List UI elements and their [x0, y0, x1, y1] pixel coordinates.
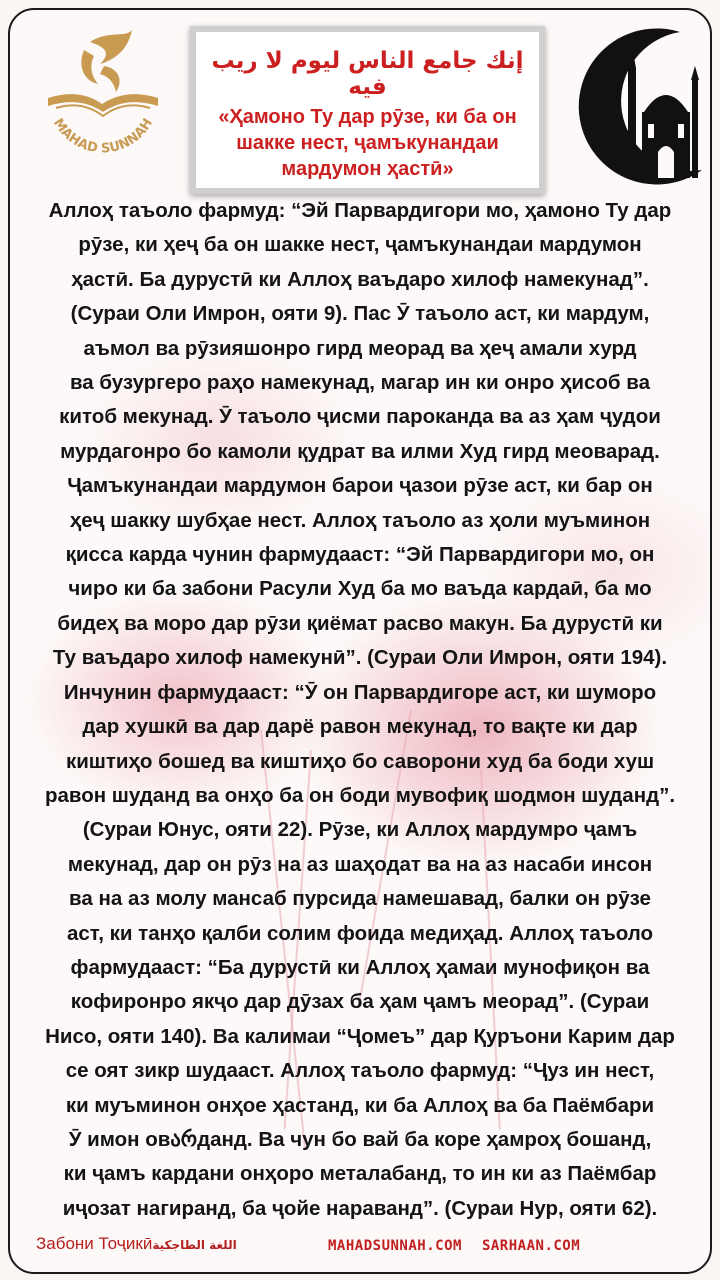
title-card — [190, 26, 545, 194]
site-link-mahadsunnah[interactable]: MAHADSUNNAH.COM — [328, 1238, 462, 1254]
text-line: чиро ки ба забони Расули Худ ба мо ваъда кардаӣ, ба мо — [68, 577, 652, 601]
site-link-sarhaan[interactable]: SARHAAN.COM — [481, 1238, 581, 1254]
book-quill-icon — [28, 20, 178, 170]
text-line: ва бузургеро раҳо намекунад, магар ин ки онро ҳисоб ва — [69, 371, 651, 395]
text-line: мурдагонро бо камоли қудрат ва илми Худ гирд меоварад. — [60, 439, 660, 463]
text-line: Нисо, ояти 140). Ва калимаи “Ҷомеъ” дар Қуръони Карим дар — [45, 1024, 675, 1048]
mosque-crescent-icon — [562, 20, 712, 190]
text-line: Ту ваъдаро хилоф намекунӣ”. (Сураи Оли Имрон, ояти 194). — [52, 646, 668, 670]
article-body — [22, 194, 698, 1226]
language-label — [36, 1234, 237, 1254]
text-line: аъмол ва рӯзияшонро гирд меорад ва ҳеҷ амали хурд — [83, 336, 637, 360]
text-line: равон шуданд ва онҳо ба он боди мувофиқ шодмон шуданд”. — [44, 783, 676, 807]
text-line: ки муъминон онҳое ҳастанд, ки ба Аллоҳ ва ба Паёмбари — [65, 1093, 655, 1117]
text-line: се оят зикр шудааст. Аллоҳ таъоло фармуд: “Ҷуз ин нест, — [65, 1059, 655, 1083]
mahad-sunnah-logo — [28, 20, 178, 170]
text-line: ҳеҷ шакку шубҳае нест. Аллоҳ таъоло аз ҳоли муъминон — [69, 508, 651, 532]
title-tajik: «Ҳамоно Ту дар рӯзе, ки ба он шакке нест, ҷамъкунандаи мардумон ҳастӣ» — [218, 106, 517, 180]
text-line: китоб мекунад. Ӯ таъоло ҷисми пароканда ва аз ҳам ҷудои — [59, 405, 661, 429]
text-line: дар хушкӣ ва дар дарё равон мекунад, то вақте ки дар — [82, 715, 638, 739]
text-line: мекунад, дар он рӯз на аз шаҳодат ва на аз насаби инсон — [67, 852, 653, 876]
text-line: ва на аз молу мансаб пурсида намешавад, балки он рӯзе — [69, 887, 651, 911]
footer-sites — [328, 1238, 600, 1254]
text-line: кофиронро якҷо дар дӯзах ба ҳам ҷамъ меорад”. (Сураи — [70, 990, 650, 1014]
text-line: Аллоҳ таъоло фармуд: “Эй Парвардигори мо, ҳамоно Ту дар — [48, 199, 672, 222]
text-line: бидеҳ ва моро дар рӯзи қиёмат расво макун. Ба дурустӣ ки — [57, 611, 663, 635]
text-line: ҳастӣ. Ба дурустӣ ки Аллоҳ ваъдаро хилоф намекунад”. — [71, 267, 649, 291]
text-line: қисса карда чунин фармудааст: “Эй Парвардигори мо, он — [65, 543, 655, 567]
text-line: Инчунин фармудааст: “Ӯ он Парвардигоре аст, ки шуморо — [63, 680, 657, 704]
text-line: (Сураи Юнус, ояти 22). Рӯзе, ки Аллоҳ мардумро ҷамъ — [82, 818, 638, 842]
text-line: фармудааст: “Ба дурустӣ ки Аллоҳ ҳамаи мунофиқон ва — [70, 955, 650, 979]
text-line: Ҷамъкунандаи мардумон барои ҷазои рӯзе аст, ки бар он — [67, 474, 653, 498]
title-arabic: إنك جامع الناس ليوم لا ريب فيه — [211, 48, 524, 100]
language-label-arabic: اللغة الطاجكية — [152, 1238, 237, 1252]
text-line: аст, ки танҳо қалби солим фоида медиҳад. Аллоҳ таъоло — [66, 921, 654, 945]
text-line: рӯзе, ки ҳеҷ ба он шакке нест, ҷамъкунандаи мардумон — [78, 233, 642, 257]
svg-text:MAHAD SUNNAH — [50, 116, 156, 157]
logo-text: MAHAD SUNNAH — [50, 115, 156, 157]
text-line: иҷозат нагиранд, ба ҷойе нараванд”. (Сураи Нур, ояти 62). — [62, 1196, 658, 1220]
text-line: ки ҷамъ кардани онҳоро металабанд, то ин ки аз Паёмбар — [63, 1162, 657, 1186]
text-line: киштиҳо бошед ва киштиҳо бо саворони худ ба боди хуш — [65, 749, 655, 773]
text-line: Ӯ имон овარданд. Ва чун бо вай ба коре ҳамроҳ бошанд, — [68, 1127, 652, 1151]
text-line: (Сураи Оли Имрон, ояти 9). Пас Ӯ таъоло аст, ки мардум, — [70, 302, 650, 326]
language-label-tajik: Забони Тоҷикӣ — [36, 1234, 153, 1253]
